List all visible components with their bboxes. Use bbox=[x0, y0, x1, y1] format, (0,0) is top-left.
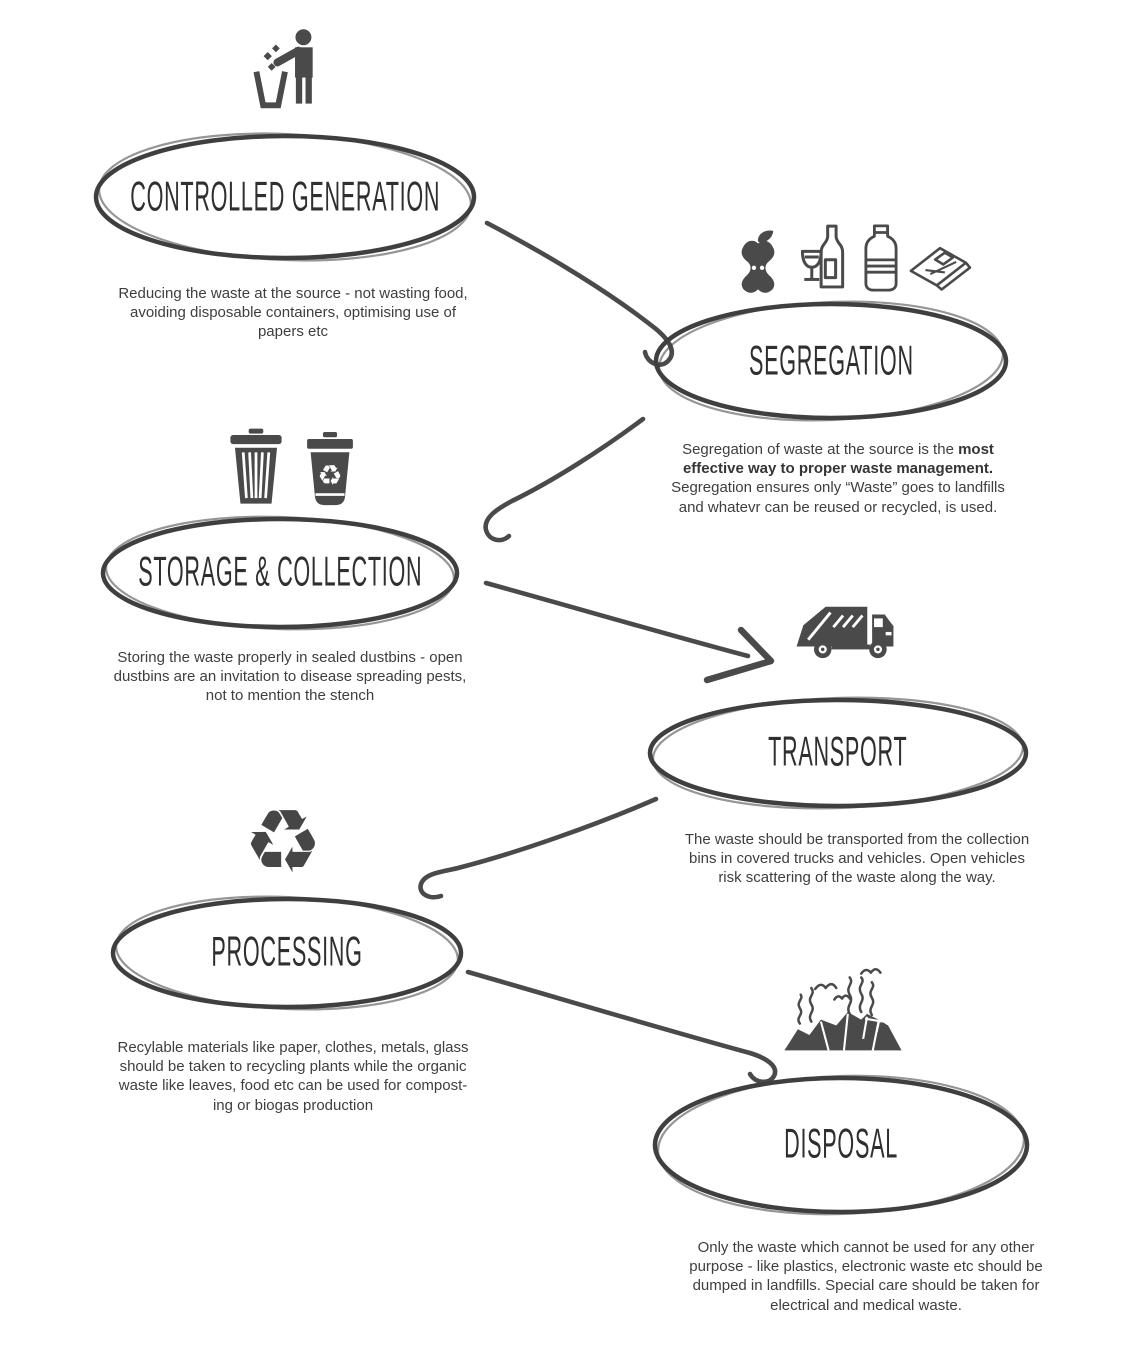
description-line: risk scattering of the waste along the way. bbox=[718, 869, 996, 887]
arrow-generation-to-segregation bbox=[487, 223, 672, 365]
arrow-processing-to-disposal bbox=[468, 972, 775, 1082]
stage-description-disposal bbox=[656, 1238, 1076, 1315]
stage-title-controlled-generation bbox=[90, 130, 480, 265]
description-line: waste like leaves, food etc can be used for compost- bbox=[118, 1077, 468, 1095]
stage-title-disposal bbox=[649, 1072, 1034, 1218]
smoke-line bbox=[798, 995, 801, 1024]
wine-bottle-and-glass-icon bbox=[794, 222, 852, 292]
newspaper-icon bbox=[906, 238, 974, 294]
description-line: electrical and medical waste. bbox=[770, 1296, 962, 1314]
arrow-storage-to-transport bbox=[486, 583, 748, 656]
description-line: Segregation ensures only “Waste” goes to landfills bbox=[671, 479, 1005, 497]
description-line: and whatevr can be reused or recycled, is used. bbox=[678, 498, 998, 516]
description-line: purpose - like plastics, electronic waste etc should be bbox=[689, 1258, 1043, 1276]
stage-title-processing bbox=[107, 893, 468, 1013]
trash-can-icon bbox=[224, 428, 288, 506]
stage-title-text: STORAGE & COLLECTION bbox=[137, 549, 423, 596]
description-line: papers etc bbox=[257, 323, 329, 341]
description-line: not to mention the stench bbox=[205, 687, 375, 705]
stage-title-text: TRANSPORT bbox=[768, 729, 908, 776]
bird-glyph bbox=[834, 996, 849, 1000]
stage-description-controlled-generation bbox=[93, 284, 493, 342]
arrow-transport-to-processing bbox=[421, 799, 656, 897]
description-line bbox=[628, 440, 1048, 459]
description-line: Storing the waste properly in sealed dustbins - open bbox=[117, 649, 463, 666]
description-line: Reducing the waste at the source - not wasting food, bbox=[118, 285, 468, 302]
stage-title-segregation bbox=[650, 298, 1012, 425]
svg-text:♻: ♻ bbox=[317, 458, 343, 492]
stage-title-transport bbox=[644, 694, 1032, 812]
description-bold-text: effective way to proper waste management. bbox=[682, 460, 994, 478]
bird-glyph bbox=[815, 984, 836, 989]
description-line: should be taken to recycling plants while the organic bbox=[119, 1058, 467, 1076]
stage-description-segregation bbox=[628, 440, 1048, 517]
stage-title-text: DISPOSAL bbox=[784, 1121, 899, 1168]
landfill-icon bbox=[780, 964, 906, 1060]
description-line: dustbins are an invitation to disease spreading pests, bbox=[113, 668, 467, 686]
apple-core-icon bbox=[728, 230, 788, 293]
stage-title-storage-collection bbox=[97, 513, 463, 633]
recycle-bin-icon bbox=[302, 432, 358, 506]
description-line: Recylable materials like paper, clothes, metals, glass bbox=[117, 1039, 469, 1056]
description-line: dumped in landfills. Special care should be taken for bbox=[692, 1277, 1040, 1295]
description-bold-text: most bbox=[958, 441, 994, 458]
garbage-truck-icon bbox=[790, 600, 900, 662]
description-line: The waste should be transported from the collection bbox=[684, 831, 1030, 848]
bird-glyph bbox=[861, 969, 880, 973]
stage-description-storage-collection bbox=[80, 648, 500, 706]
arrow-segregation-to-storage bbox=[486, 419, 643, 540]
person-littering-icon bbox=[248, 26, 332, 114]
description-line: Only the waste which cannot be used for any other bbox=[697, 1239, 1035, 1256]
stage-description-transport bbox=[647, 830, 1067, 888]
stage-title-text: SEGREGATION bbox=[748, 338, 914, 384]
plastic-bottle-icon bbox=[860, 224, 902, 292]
stage-title-text: CONTROLLED GENERATION bbox=[130, 174, 440, 220]
description-line bbox=[628, 459, 1048, 478]
stage-title-text: PROCESSING bbox=[211, 929, 364, 976]
description-text: Segregation of waste at the source is the bbox=[682, 441, 959, 458]
description-line: avoiding disposable containers, optimising use of bbox=[129, 304, 457, 322]
recycle-symbol-icon: ♻ bbox=[243, 790, 323, 893]
arrow-storage-to-transport-head bbox=[707, 630, 771, 680]
description-line: ing or biogas production bbox=[212, 1096, 374, 1114]
stage-description-processing bbox=[88, 1038, 498, 1115]
description-line: bins in covered trucks and vehicles. Open vehicles bbox=[688, 850, 1025, 868]
